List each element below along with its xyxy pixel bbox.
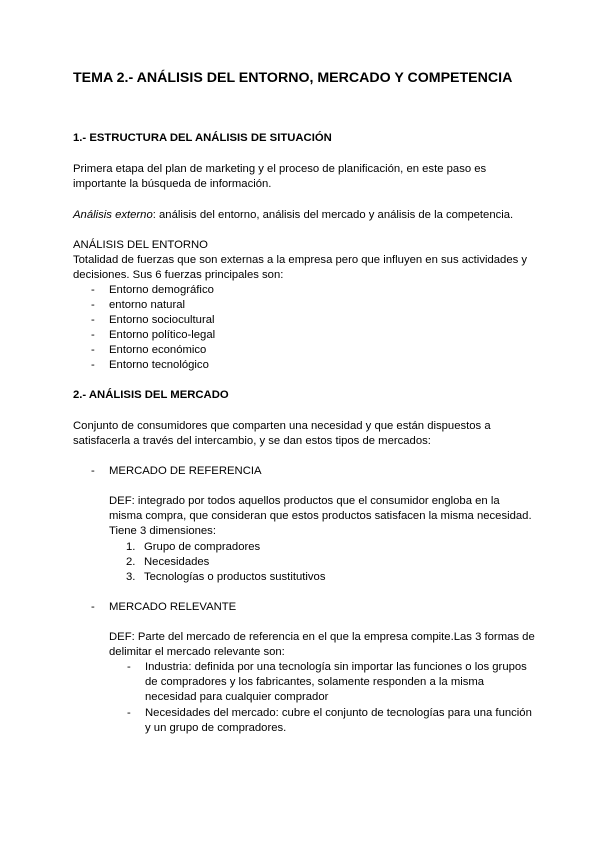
- relevante-def-line-2: delimitar el mercado relevante son:: [109, 646, 285, 658]
- list-item: [91, 298, 185, 313]
- analisis-externo-paragraph: [73, 208, 513, 223]
- list-item: [91, 313, 215, 328]
- bullet-dash: -: [91, 299, 95, 311]
- mercado-relevante-title: MERCADO RELEVANTE: [109, 601, 237, 613]
- list-item-text: Entorno sociocultural: [109, 314, 215, 326]
- page-title: TEMA 2.- ANÁLISIS DEL ENTORNO, MERCADO Y COMPETENCIA: [73, 70, 513, 86]
- list-item: [91, 283, 214, 298]
- list-number: 1.: [126, 541, 136, 553]
- bullet-dash: -: [91, 329, 95, 341]
- referencia-def-line-3: Tiene 3 dimensiones:: [109, 525, 216, 537]
- list-item-text: entorno natural: [109, 299, 185, 311]
- list-item: [91, 343, 207, 358]
- list-item-text: Entorno económico: [109, 344, 207, 356]
- section-1-intro-line-2: importante la búsqueda de información.: [73, 178, 272, 190]
- section-1-heading: 1.- ESTRUCTURA DEL ANÁLISIS DE SITUACIÓN: [73, 132, 332, 144]
- bullet-dash: -: [91, 314, 95, 326]
- list-item: [126, 540, 261, 555]
- list-item-text: Entorno tecnológico: [109, 359, 209, 371]
- entorno-line-2: decisiones. Sus 6 fuerzas principales son:: [73, 269, 284, 281]
- section-2-intro-line-1: Conjunto de consumidores que comparten una necesidad y que están dispuestos a: [73, 420, 491, 432]
- list-item-text: Entorno político-legal: [109, 329, 216, 341]
- section-2-heading: 2.- ANÁLISIS DEL MERCADO: [73, 389, 229, 401]
- entorno-line-1: Totalidad de fuerzas que son externas a la empresa pero que influyen en sus actividades y: [73, 254, 528, 266]
- list-item-text: Grupo de compradores: [144, 541, 261, 553]
- bullet-dash: -: [91, 465, 95, 477]
- list-item: [126, 570, 326, 585]
- entorno-heading: ANÁLISIS DEL ENTORNO: [73, 239, 208, 251]
- list-item-text: de compradores y los fabricantes, solamente responden a la misma: [145, 676, 485, 688]
- list-item-text: Tecnologías o productos sustitutivos: [144, 571, 326, 583]
- list-number: 2.: [126, 556, 136, 568]
- list-item: [91, 358, 209, 373]
- list-item-text: Entorno demográfico: [109, 284, 214, 296]
- section-1-intro-line-1: Primera etapa del plan de marketing y el proceso de planificación, en este paso es: [73, 163, 487, 175]
- mercado-relevante-heading: [91, 600, 237, 615]
- list-item-text: Industria: definida por una tecnología sin importar las funciones o los grupos: [145, 661, 527, 673]
- mercado-referencia-heading: [91, 464, 262, 479]
- mercado-referencia-title: MERCADO DE REFERENCIA: [109, 465, 262, 477]
- bullet-dash: -: [127, 661, 131, 673]
- list-item-text: y un grupo de compradores.: [145, 722, 287, 734]
- list-item-text: Necesidades del mercado: cubre el conjunto de tecnologías para una función: [145, 707, 532, 719]
- analisis-externo-text: : análisis del entorno, análisis del mercado y análisis de la competencia.: [152, 209, 514, 221]
- referencia-def-line-1: DEF: integrado por todos aquellos productos que el consumidor engloba en la: [109, 495, 500, 507]
- analisis-externo-label: Análisis externo: [73, 209, 153, 221]
- bullet-dash: -: [91, 359, 95, 371]
- list-item: [91, 328, 216, 343]
- bullet-dash: -: [91, 284, 95, 296]
- relevante-def-line-1: DEF: Parte del mercado de referencia en el que la empresa compite.Las 3 formas de: [109, 631, 535, 643]
- list-item: [126, 555, 210, 570]
- list-item-text: necesidad para cualquier comprador: [145, 691, 329, 703]
- bullet-dash: -: [127, 707, 131, 719]
- bullet-dash: -: [91, 344, 95, 356]
- list-number: 3.: [126, 571, 136, 583]
- section-2-intro-line-2: satisfacerla a través del intercambio, y se dan estos tipos de mercados:: [73, 435, 431, 447]
- bullet-dash: -: [91, 601, 95, 613]
- list-item-text: Necesidades: [144, 556, 210, 568]
- referencia-def-line-2: misma compra, que consideran que estos productos satisfacen la misma necesidad.: [109, 510, 532, 522]
